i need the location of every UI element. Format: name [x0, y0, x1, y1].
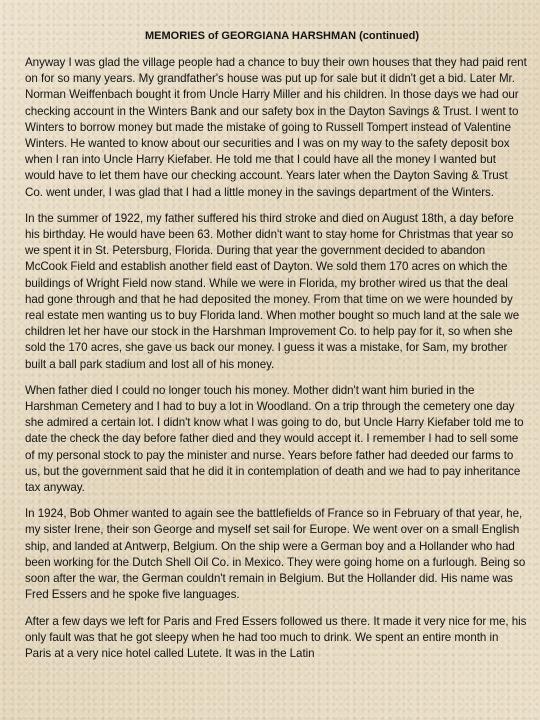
paragraph-1: Anyway I was glad the village people had a chance to buy their own houses that they had paid rent on for so many years. My grandfather's house was put up for sale but it didn't get a bid. Later Mr. Norman Weiffenbach bought it from Uncle Harry Miller and his children. In those days we had our checking account in the Winters Bank and our safety box in the Dayton Savings & Trust. I went to Winters to borrow money but made the mistake of going to Russell Tompert instead of Valentine Winters. He wanted to know about our securities and I was on my way to the safety deposit box when I ran into Uncle Harry Kiefaber. He told me that I could have all the money I wanted but would have to let them have our checking account. Years later when the Dayton Saving & Trust Co. went under, I was glad that I had a little money in the savings department of the Winters.	[25, 56, 527, 199]
paragraph-5: After a few days we left for Paris and Fred Essers followed us there. It made it very nice for me, his only fault was that he got sleepy when he had too much to drink. We spent an entire month in Paris at a very nice hotel called Lutete. It was in the Latin	[25, 614, 527, 660]
paragraph-4: In 1924, Bob Ohmer wanted to again see the battlefields of France so in February of that year, he, my sister Irene, their son George and myself set sail for Europe. We went over on a small English ship, and landed at Antwerp, Belgium. On the ship were a German boy and a Hollander who had been working for the Dutch Shell Oil Co. in Mexico. They were going home on a furlough. Being so soon after the war, the German couldn't remain in Belgium. But the Hollander did. His name was Fred Essers and he spoke five languages.	[25, 507, 526, 602]
page-title: MEMORIES of GEORGIANA HARSHMAN (continued)	[145, 30, 419, 42]
paragraph-2: In the summer of 1922, my father suffered his third stroke and died on August 18th, a day before his birthday. He would have been 63. Mother didn't want to stay home for Christmas that year so we spent it in St. Petersburg, Florida. During that year the government decided to abandon McCook Field and establish another field east of Dayton. We sold them 170 acres on which the buildings of Wright Field now stand. While we were in Florida, my brother wired us that the deal had gone through and that he had deposited the money. From that time on we were hounded by real estate men wanting us to buy Florida land. When mother bought so much land at the sale we children let her have our stock in the Harshman Improvement Co. to help pay for it, so when she sold the 170 acres, she gave us back our money. I guess it was a mistake, for Sam, my brother built a ball park stadium and lost all of his money.	[25, 211, 520, 371]
paragraph-3: When father died I could no longer touch his money. Mother didn't want him buried in the Harshman Cemetery and I had to buy a lot in Woodland. On a trip through the cemetery one day she admired a certain lot. I didn't know what I was going to do, but Uncle Harry Kiefaber told me to date the check the day before father died and they would accept it. I remember I had to sell some of my personal stock to pay the minister and nurse. Years before father had deeded our farms to us, but the government said that he did it in contemplation of death and we had to pay inheritance tax anyway.	[25, 383, 524, 495]
